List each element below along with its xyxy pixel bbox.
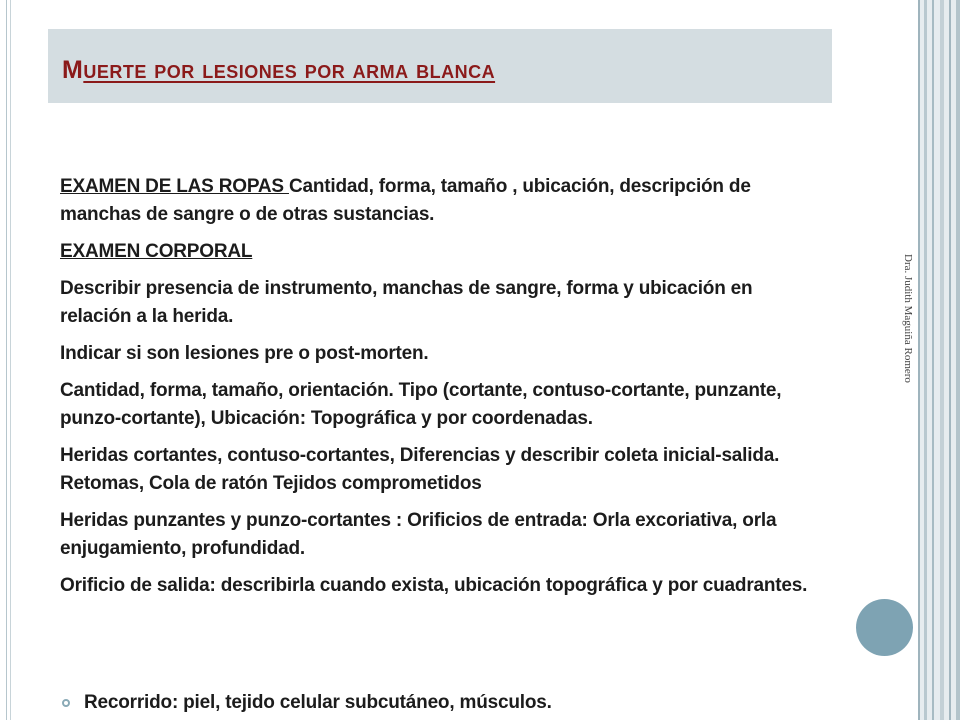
- section-label-corporal: EXAMEN CORPORAL: [60, 241, 253, 262]
- stripe: [956, 0, 960, 720]
- title-first-letter: M: [62, 56, 84, 84]
- bullet-item: [62, 692, 552, 714]
- bullet-text: Recorrido: piel, tejido celular subcutáneo, músculos.: [84, 692, 552, 713]
- stripe: [940, 0, 944, 720]
- slide-body: [60, 173, 820, 609]
- left-frame-line: [6, 0, 7, 720]
- paragraph: Describir presencia de instrumento, manchas de sangre, forma y ubicación en relación a la herida.: [60, 278, 753, 327]
- left-frame-line-inner: [10, 0, 11, 720]
- paragraph: Heridas punzantes y punzo-cortantes : Orificios de entrada: Orla excoriativa, orla enjugamiento, profundidad.: [60, 510, 777, 559]
- slide-title: [62, 56, 495, 85]
- paragraph: Heridas cortantes, contuso-cortantes, Diferencias y describir coleta inicial-salida. Retomas, Cola de ratón Tejidos comprometidos: [60, 445, 780, 494]
- stripe: [918, 0, 920, 720]
- right-decorative-panel: [918, 0, 960, 720]
- paragraph-corporal-label: [60, 238, 820, 266]
- stripe: [924, 0, 927, 720]
- stripe: [932, 0, 934, 720]
- title-rest: uerte por lesiones por arma blanca: [83, 56, 496, 84]
- circle-bullet-icon: [62, 699, 70, 707]
- section-label-ropas: EXAMEN DE LAS ROPAS: [60, 176, 289, 197]
- paragraph: Orificio de salida: describirla cuando exista, ubicación topográfica y por cuadrantes.: [60, 575, 808, 596]
- paragraph: Cantidad, forma, tamaño, orientación. Tipo (cortante, contuso-cortante, punzante, punzo-cortante), Ubicación: Topográfica y por coordenadas.: [60, 380, 782, 429]
- stripe: [949, 0, 951, 720]
- paragraph: Indicar si son lesiones pre o post-morten.: [60, 343, 429, 364]
- paragraph-text: Cantidad, forma, tamaño , ubicación, descripción de manchas de sangre o de otras sustancias.: [60, 176, 751, 225]
- author-vertical-text: Dra. Judith Maguiña Romero: [902, 254, 914, 383]
- decorative-circle: [856, 599, 913, 656]
- paragraph-ropas: [60, 173, 820, 229]
